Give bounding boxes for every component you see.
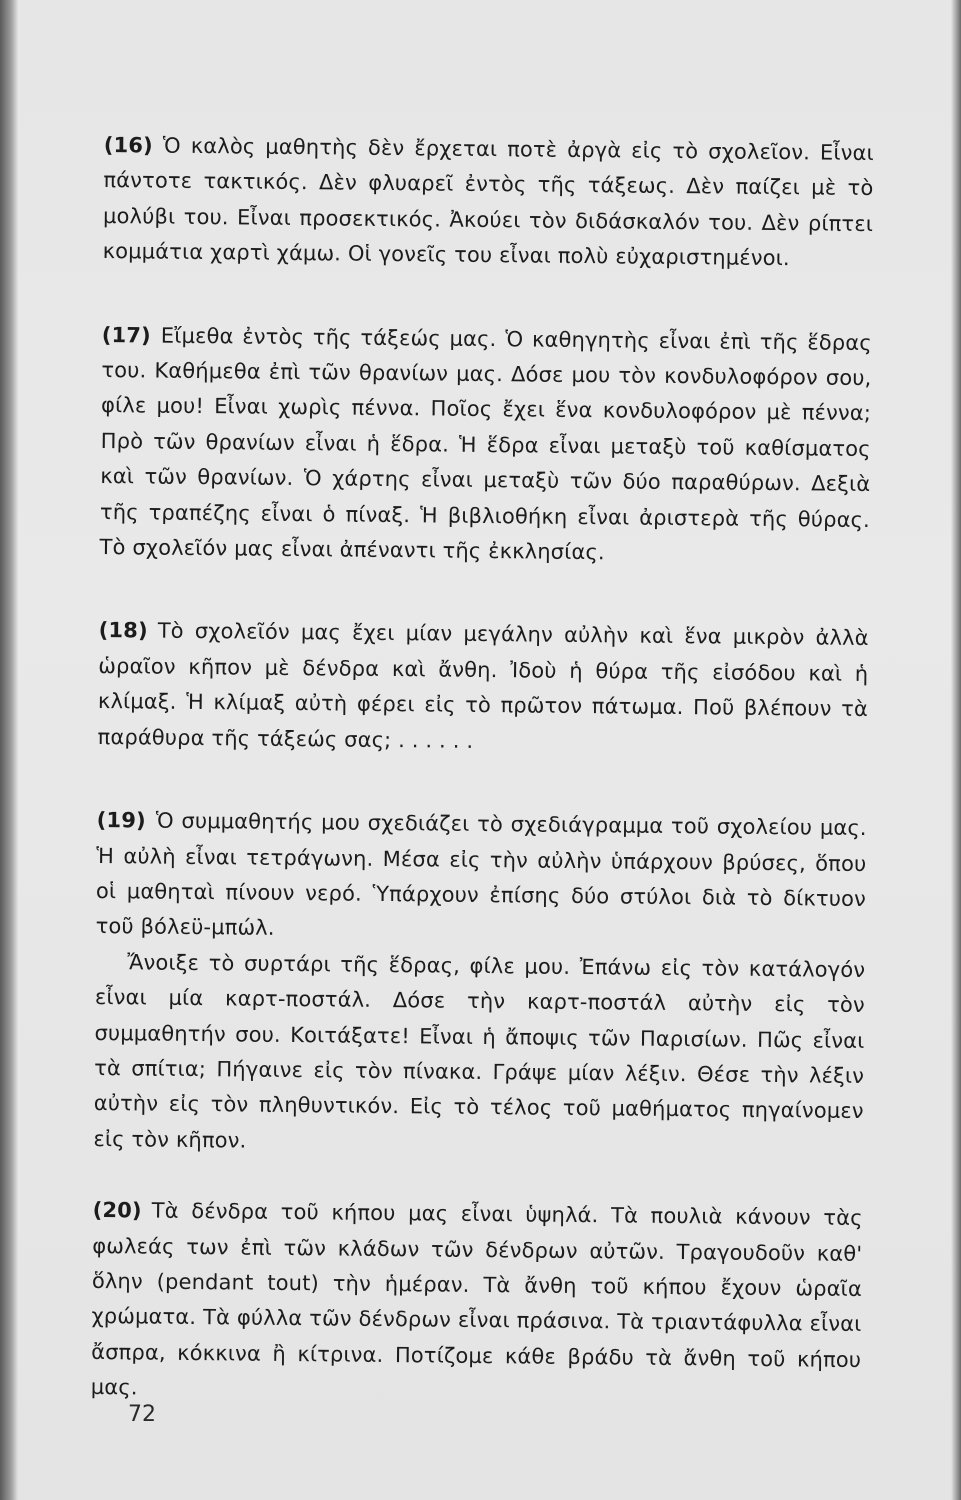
paragraph-number: (20) (92, 1198, 142, 1223)
paragraph-number: (16) (103, 132, 153, 158)
paragraph-text: Ὁ συμμαθητής μου σχεδιάζει τὸ σχεδιάγραμμα τοῦ σχολείου μας. Ἡ αὐλὴ εἶναι τετράγωνη. Μέσα εἰς τὴν αὐλὴν ὑπάρχουν βρύσες, ὅπου οἱ μαθηταὶ πίνουν νερό. Ὑπάρχουν ἐπίσης δύο στύλοι διὰ τὸ δίκτυον τοῦ βόλεϋ-μπώλ. (95, 808, 867, 941)
page-binding-shadow (0, 0, 18, 1500)
paragraph-16 (103, 128, 874, 278)
paragraph-20 (91, 1193, 863, 1413)
paragraph-number: (17) (101, 322, 151, 348)
paragraph-text: Εἴμεθα ἐντὸς τῆς τάξεώς μας. Ὁ καθηγητὴς εἶναι ἐπὶ τῆς ἕδρας του. Καθήμεθα ἐπὶ τῶν θρανίων μας. Δόσε μου τὸν κονδυλοφόρον σου, φίλε μου! Εἶναι χωρὶς πέννα. Ποῖος ἔχει ἕνα κονδυλοφόρον μὲ πέννα; Πρὸ τῶν θρανίων εἶναι ἡ ἕδρα. Ἡ ἕδρα εἶναι μεταξὺ τοῦ καθίσματος καὶ τῶν θρανίων. Ὁ χάρτης εἶναι μεταξὺ τῶν δύο παραθύρων. Δεξιὰ τῆς τραπέζης εἶναι ὁ πίναξ. Ἡ βιβλιοθήκη εἶναι ἀριστερὰ τῆς θύρας. Τὸ σχολεῖόν μας εἶναι ἀπέναντι τῆς ἐκκλησίας. (99, 323, 872, 565)
paragraph-number: (19) (96, 808, 146, 833)
paragraph-text: Τὰ δένδρα τοῦ κήπου μας εἶναι ὑψηλά. Τὰ πουλιὰ κάνουν τὰς φωλεάς των ἐπὶ τῶν κλάδων τῶν δένδρων αὐτῶν. Τραγουδοῦν καθ' ὅλην (pendant tout) τὴν ἡμέραν. Τὰ ἄνθη τοῦ κήπου ἔχουν ὡραῖα χρώματα. Τὰ φύλλα τῶν δένδρων εἶναι πράσινα. Τὰ τριαντάφυλλα εἶναι ἄσπρα, κόκκινα ἢ κίτρινα. Ποτίζομε κάθε βράδυ τὰ ἄνθη τοῦ κήπου μας. (90, 1198, 863, 1400)
page-number: 72 (128, 1402, 156, 1427)
paragraph-18 (97, 613, 868, 763)
paragraph-text: Ἄνοιξε τὸ συρτάρι τῆς ἕδρας, φίλε μου. Ἐπάνω εἰς τὸν κατάλογόν εἶναι μία καρτ-ποστάλ. Δόσε τὴν καρτ-ποστάλ αὐτὴν εἰς τὸν συμμαθητήν σου. Κοιτάξατε! Εἶναι ἡ ἄποψις τῶν Παρισίων. Πῶς εἶναι τὰ σπίτια; Πήγαινε εἰς τὸν πίνακα. Γράψε μίαν λέξιν. Θέσε τὴν λέξιν αὐτὴν εἰς τὸν πληθυντικόν. Εἰς τὸ τέλος τοῦ μαθήματος πηγαίνομεν εἰς τὸν κῆπον. (93, 950, 866, 1153)
paragraph-19-continued (93, 945, 865, 1165)
paragraph-text: Τὸ σχολεῖόν μας ἔχει μίαν μεγάλην αὐλὴν καὶ ἕνα μικρὸν ἀλλὰ ὡραῖον κῆπον μὲ δένδρα καὶ ἄνθη. Ἰδοὺ ἡ θύρα τῆς εἰσόδου καὶ ἡ κλίμαξ. Ἡ κλίμαξ αὐτὴ φέρει εἰς τὸ πρῶτον πάτωμα. Ποῦ βλέπουν τὰ παράθυρα τῆς τάξεώς σας; . . . . . . (97, 619, 869, 753)
paragraph-19 (95, 803, 866, 953)
text-body (90, 128, 874, 1462)
paragraph-number: (18) (98, 618, 148, 643)
page-edge-shadow (951, 0, 961, 1500)
paragraph-17 (99, 318, 872, 574)
paragraph-text: Ὁ καλὸς μαθητὴς δὲν ἔρχεται ποτὲ ἀργὰ εἰς τὸ σχολεῖον. Εἶναι πάντοτε τακτικός. Δὲν φλυαρεῖ ἐντὸς τῆς τάξεως. Δὲν παίζει μὲ τὸ μολύβι του. Εἶναι προσεκτικός. Ἀκούει τὸν διδάσκαλόν του. Δὲν ρίπτει κομμάτια χαρτὶ χάμω. Οἱ γονεῖς του εἶναι πολὺ εὐχαριστημένοι. (102, 133, 874, 271)
